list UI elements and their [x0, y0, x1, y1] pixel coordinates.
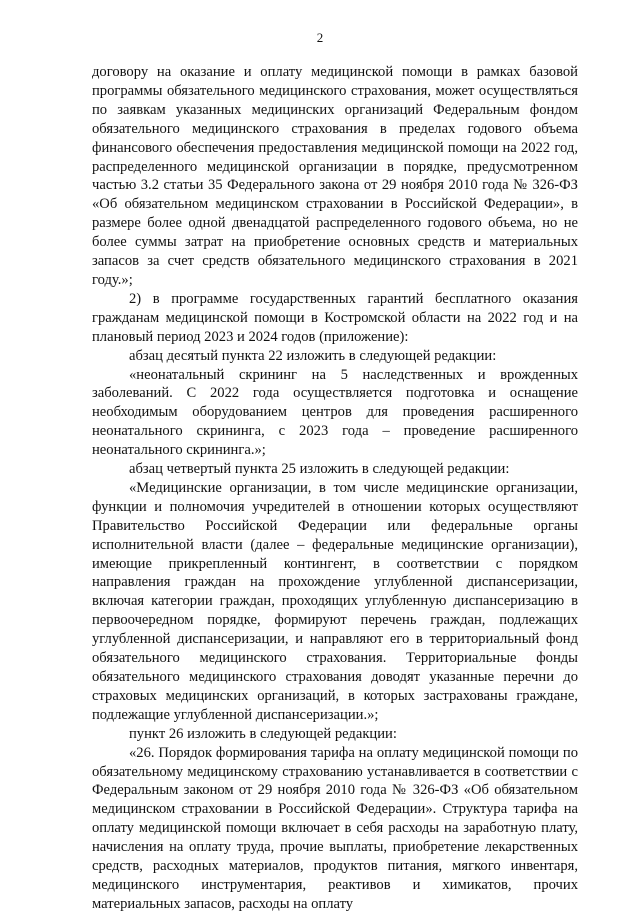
page-number: 2 [316, 30, 324, 45]
paragraph-neonatal-screening: «неонатальный скрининг на 5 наследственных и врожденных заболеваний. С 2022 года осуществляется подготовка и оснащение необходимым оборудованием центров для проведения расширенного неонатального скрининга, с 2023 года – проведение расширенного неонатального скрининга.»; [92, 366, 578, 459]
paragraph-tariff-formation: «26. Порядок формирования тарифа на оплату медицинской помощи по обязательному медицинскому страхованию устанавливается в соответствии с Федеральным законом от 29 ноября 2010 года № 326-ФЗ «Об обязательном медицинском страховании в Российской Федерации». Структура тарифа на оплату медицинской помощи включает в себя расходы на заработную плату, начисления на оплату труда, прочие выплаты, приобретение лекарственных средств, расходных материалов, продуктов питания, мягкого инвентаря, медицинского инструментария, реактивов и химикатов, прочих материальных запасов, расходы на оплату [92, 744, 578, 912]
document-body [92, 63, 578, 914]
paragraph-item-25-intro: абзац четвертый пункта 25 изложить в следующей редакции: [129, 461, 510, 478]
paragraph-medical-organizations: «Медицинские организации, в том числе медицинские организации, функции и полномочия учредителей в отношении которых осуществляют Правительство Российской Федерации или федеральные органы исполнительной власти (далее – федеральные медицинские организации), имеющие прикрепленный контингент, в соответствии с порядком направления граждан на прохождение углубленной диспансеризации, включая категории граждан, проходящих углубленную диспансеризацию в первоочередном порядке, формируют перечень граждан, подлежащих углубленной диспансеризации, и направляют его в территориальный фонд обязательного медицинского страхования. Территориальные фонды обязательного медицинского страхования доводят указанные перечни до страховых медицинских организаций, в которых застрахованы граждане, подлежащие углубленной диспансеризации.»; [92, 479, 578, 723]
paragraph-item-26-intro: пункт 26 изложить в следующей редакции: [129, 725, 397, 742]
paragraph-item-22-intro: абзац десятый пункта 22 изложить в следующей редакции: [129, 347, 497, 364]
paragraph-continuation: договору на оказание и оплату медицинской помощи в рамках базовой программы обязательного медицинского страхования, может осуществляться по заявкам указанных медицинских организаций Федеральным фондом обязательного медицинского страхования в пределах годового объема финансового обеспечения предоставления медицинской помощи на 2022 год, распределенного медицинской организации в порядке, предусмотренном частью 3.2 статьи 35 Федерального закона от 29 ноября 2010 года № 326-ФЗ «Об обязательном медицинском страховании в Российской Федерации», в размере более одной двенадцатой распределенного годового объема, но не более суммы затрат на приобретение основных средств и материальных запасов за счет средств обязательного медицинского страхования в 2021 году.»; [92, 64, 578, 288]
paragraph-program-guarantees: 2) в программе государственных гарантий бесплатного оказания гражданам медицинской помощи в Костромской области на 2022 год и на плановый период 2023 и 2024 годов (приложение): [92, 290, 578, 345]
